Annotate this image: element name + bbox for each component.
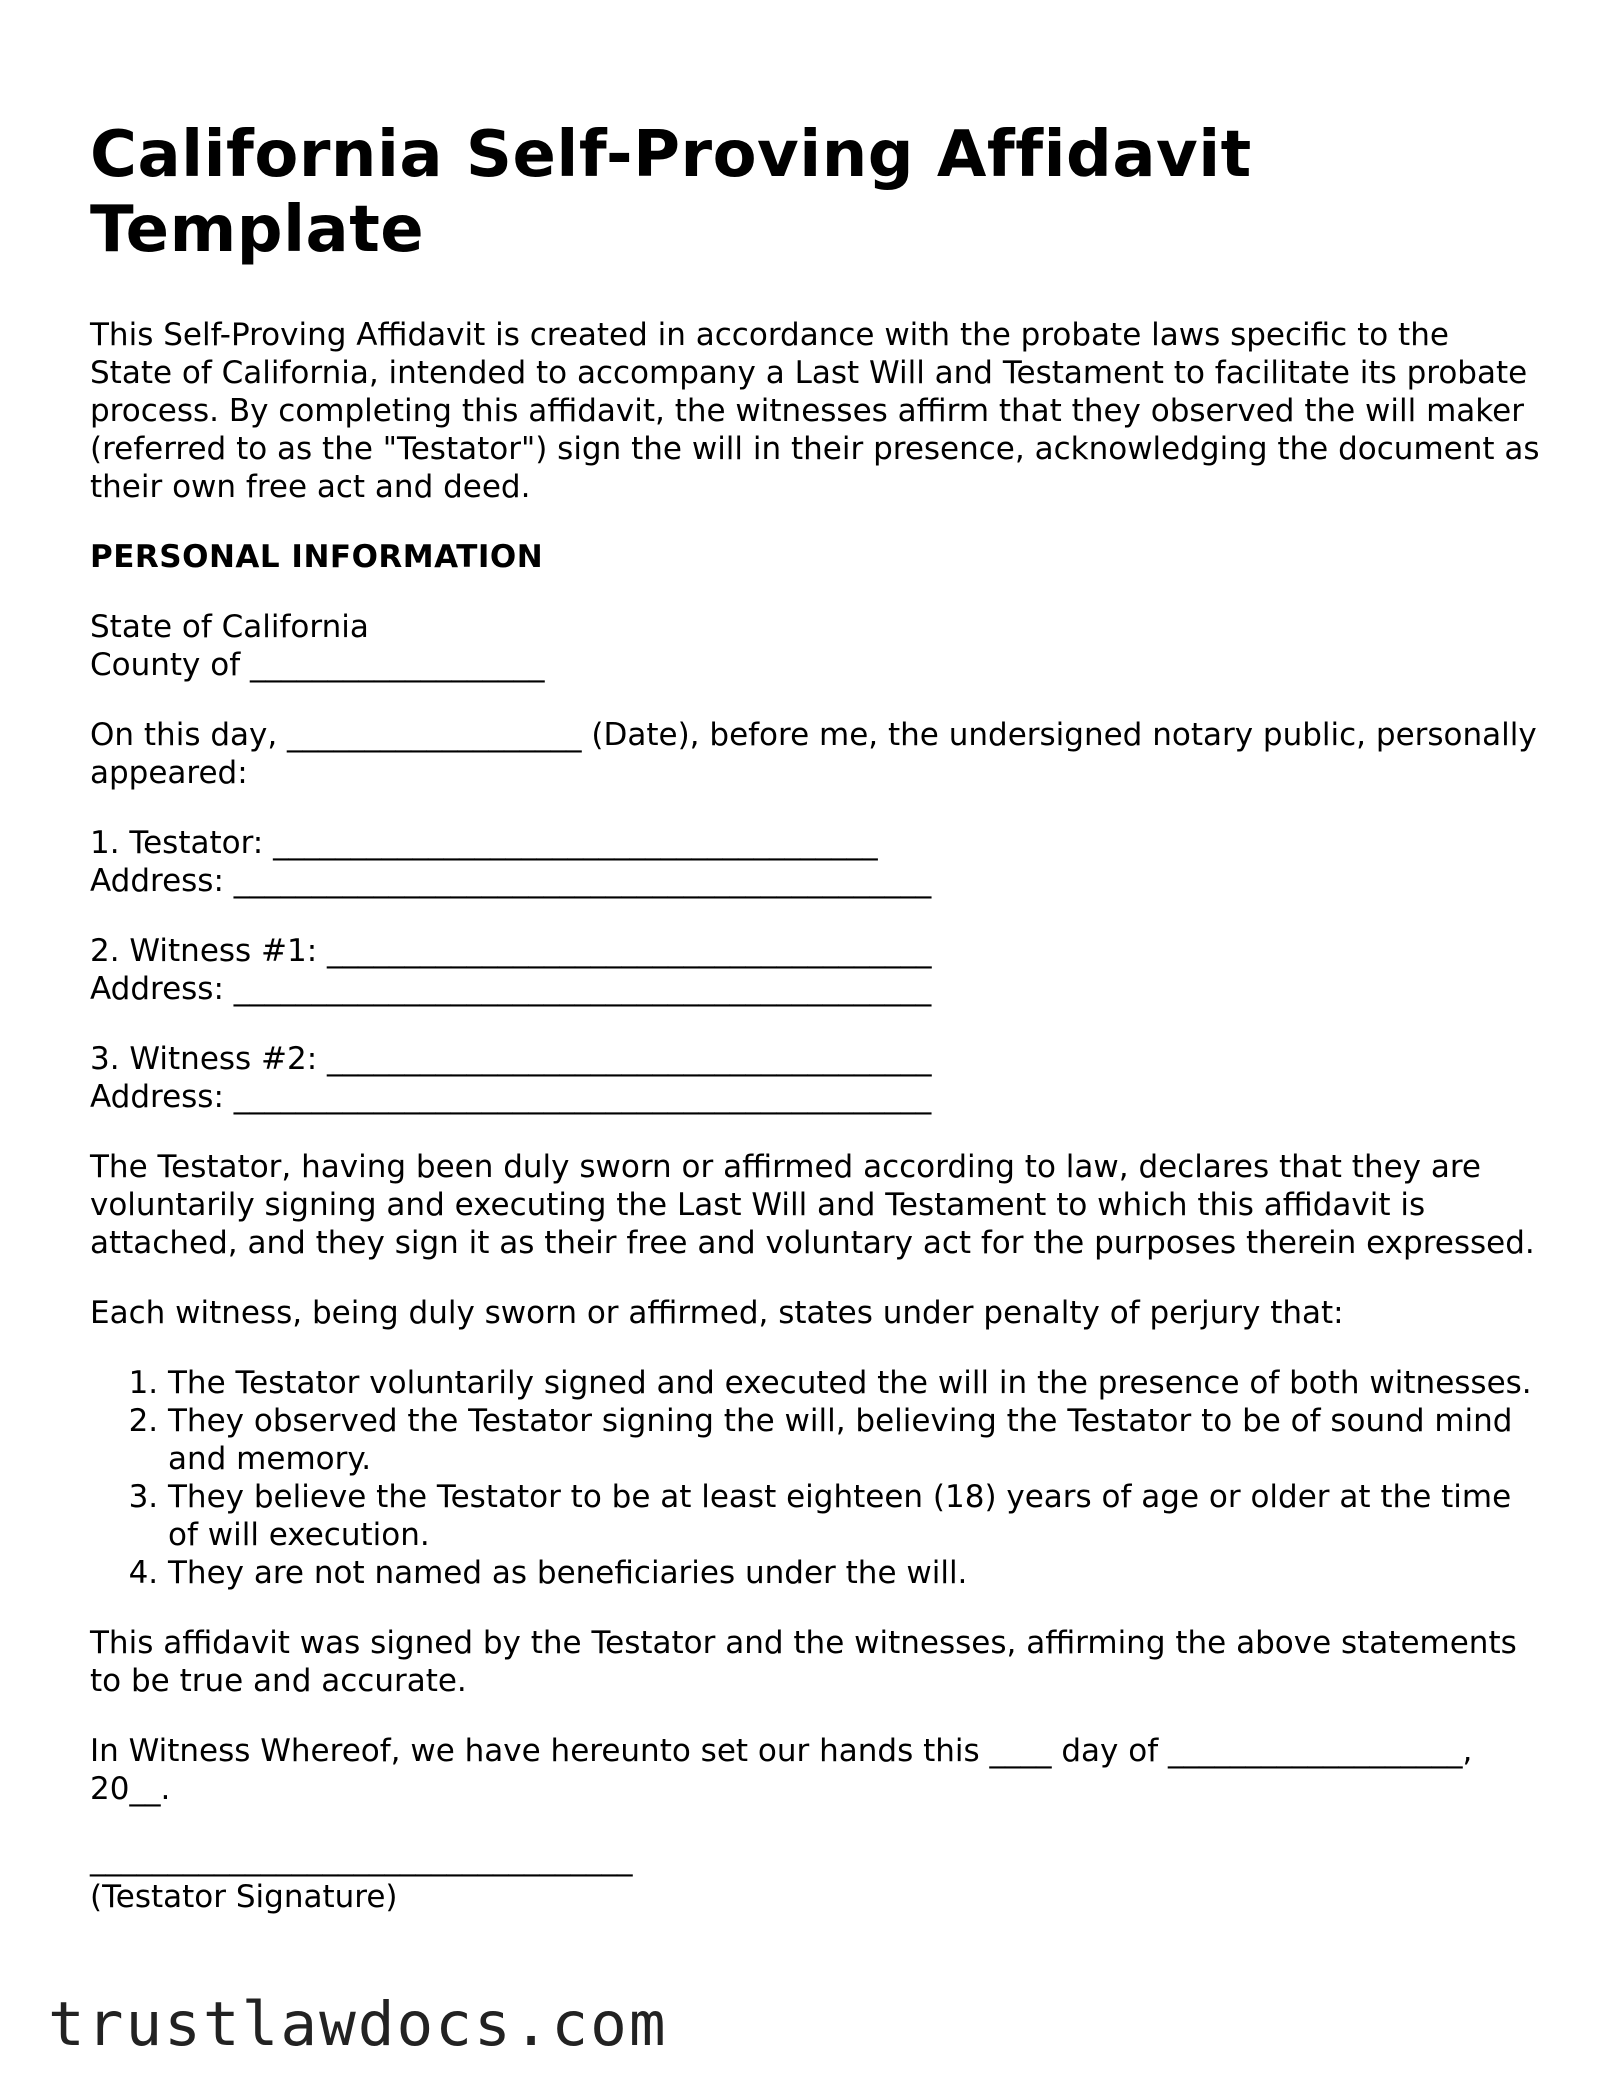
signature-label: (Testator Signature) <box>90 1879 398 1915</box>
witness2-block <box>90 1040 1540 1116</box>
list-item: 3. They believe the Testator to be at least eighteen (18) years of age or older at the time of will execution. <box>168 1478 1540 1554</box>
witness1-block <box>90 932 1540 1008</box>
document-page <box>90 118 1540 1916</box>
title-line-1: California Self-Proving Affidavit <box>90 118 1252 192</box>
witness-statement-intro: Each witness, being duly sworn or affirmed, states under penalty of perjury that: <box>90 1295 1344 1331</box>
testator-address-line: Address: _____________________________________________ <box>90 863 932 899</box>
witness-whereof-paragraph: In Witness Whereof, we have hereunto set our hands this ____ day of ___________________, 20__. <box>90 1733 1473 1807</box>
witness1-line: 2. Witness #1: _______________________________________ <box>90 933 932 969</box>
signature-block-text <box>90 1840 1540 1916</box>
watermark-footer: trustlawdocs.com <box>48 1989 668 2060</box>
document-title <box>90 118 1540 268</box>
date-paragraph: On this day, ___________________ (Date), before me, the undersigned notary public, personally appeared: <box>90 717 1537 791</box>
witness1-address-line: Address: _____________________________________________ <box>90 971 932 1007</box>
state-line: State of California <box>90 609 369 645</box>
jurisdiction-block <box>90 608 1540 684</box>
affirmation-paragraph: This affidavit was signed by the Testator and the witnesses, affirming the above statements to be true and accurate. <box>90 1625 1517 1699</box>
testator-declaration-paragraph: The Testator, having been duly sworn or affirmed according to law, declares that they are voluntarily signing and executing the Last Will and Testament to which this affidavit is attached, and they sign it as their free and voluntary act for the purposes therein expressed. <box>90 1149 1535 1261</box>
witness2-address-line: Address: _____________________________________________ <box>90 1079 932 1115</box>
signature-line: ___________________________________ <box>90 1841 633 1877</box>
list-item: 1. The Testator voluntarily signed and executed the will in the presence of both witnesses. <box>168 1364 1540 1402</box>
section-heading-personal-information: PERSONAL INFORMATION <box>90 539 544 575</box>
intro-paragraph: This Self-Proving Affidavit is created in accordance with the probate laws specific to the State of California, intended to accompany a Last Will and Testament to facilitate its probate process. By completing this affidavit, the witnesses affirm that they observed the will maker (referred to as the "Testator") sign the will in their presence, acknowledging the document as their own free act and deed. <box>90 317 1540 505</box>
county-line: County of ___________________ <box>90 647 545 683</box>
list-item: 2. They observed the Testator signing the will, believing the Testator to be of sound mind and memory. <box>168 1402 1540 1478</box>
title-line-2: Template <box>90 193 425 267</box>
list-item: 4. They are not named as beneficiaries under the will. <box>168 1554 1540 1592</box>
testator-block <box>90 824 1540 900</box>
witness-statements-list <box>90 1364 1540 1592</box>
testator-signature-block <box>90 1840 1540 1916</box>
witness2-line: 3. Witness #2: _______________________________________ <box>90 1041 932 1077</box>
testator-line: 1. Testator: _______________________________________ <box>90 825 878 861</box>
